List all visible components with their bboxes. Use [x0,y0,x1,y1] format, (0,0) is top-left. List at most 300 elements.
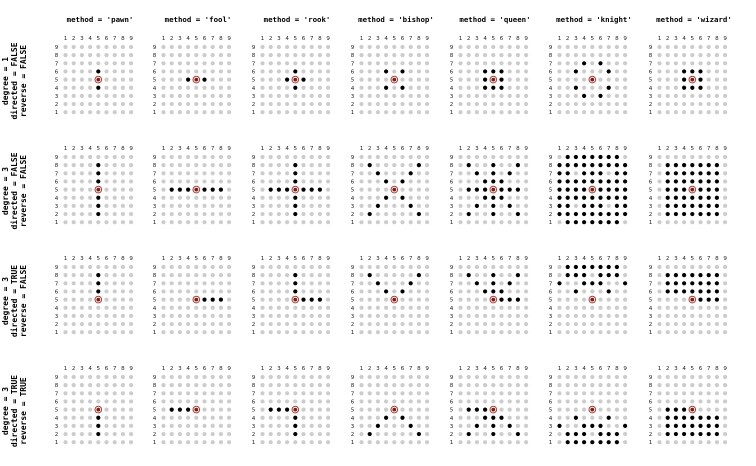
y-tick-label: 1 [54,440,59,447]
grid-point [121,322,125,326]
grid-point [657,45,661,49]
grid-point [310,212,314,216]
grid-point [72,102,76,106]
grid-point [88,281,92,285]
grid-point [384,432,388,436]
grid-point [376,102,380,106]
grid-point [400,204,404,208]
y-tick-label: 3 [548,93,553,100]
grid-point [376,53,380,57]
grid-point [186,155,190,159]
grid-point [80,424,84,428]
neighbor-point [574,440,578,444]
grid-point [425,61,429,65]
grid-point [566,53,570,57]
grid-point [227,391,231,395]
y-tick-label: 3 [54,423,59,430]
grid-point [409,391,413,395]
grid-point [574,94,578,98]
grid-point [269,416,273,420]
x-tick-label: 3 [277,146,281,152]
neighbor-point [417,273,421,277]
neighbor-point [557,204,561,208]
x-tick-label: 9 [723,256,727,262]
neighbor-point [293,212,297,216]
x-tick-label: 9 [723,146,727,152]
grid-point [211,289,215,293]
grid-point [269,322,273,326]
grid-point [417,416,421,420]
grid-point [566,94,570,98]
neighbor-point [615,171,619,175]
grid-point [121,94,125,98]
grid-point [400,298,404,302]
grid-point [557,53,561,57]
grid-point [269,86,273,90]
grid-point [376,86,380,90]
grid-point [409,220,413,224]
grid-point [425,86,429,90]
y-tick-label: 5 [54,407,59,414]
grid-point [318,314,322,318]
grid-point [376,45,380,49]
y-tick-label: 7 [648,171,653,178]
panel-rook-row-3 [252,256,331,336]
grid-point [129,399,133,403]
grid-point [376,212,380,216]
y-tick-label: 6 [648,289,653,296]
neighbor-point [690,204,694,208]
grid-point [458,53,462,57]
x-tick-label: 3 [674,366,678,372]
grid-point [417,306,421,310]
grid-point [574,306,578,310]
grid-point [376,416,380,420]
grid-point [582,110,586,114]
grid-point [516,110,520,114]
grid-point [293,391,297,395]
y-tick-label: 5 [152,77,157,84]
grid-point [623,53,627,57]
grid-point [88,204,92,208]
grid-point [121,220,125,224]
grid-point [582,314,586,318]
x-tick-label: 7 [309,146,314,152]
grid-point [516,196,520,200]
grid-point [318,155,322,159]
grid-point [318,179,322,183]
x-tick-label: 4 [582,146,586,152]
grid-point [458,399,462,403]
grid-point [516,78,520,82]
grid-point [475,220,479,224]
grid-point [326,330,330,334]
row-title-line: reverse = FALSE [19,154,28,228]
neighbor-point [682,196,686,200]
grid-point [425,196,429,200]
neighbor-point [376,204,380,208]
grid-point [326,298,330,302]
grid-point [202,45,206,49]
center-cell-point [293,188,297,192]
grid-point [277,163,281,167]
grid-point [475,86,479,90]
grid-point [458,265,462,269]
neighbor-point [607,432,611,436]
y-tick-label: 4 [350,305,355,312]
grid-point [301,102,305,106]
neighbor-point [574,265,578,269]
grid-point [227,330,231,334]
grid-point [359,163,363,167]
grid-point [63,102,67,106]
neighbor-point [285,188,289,192]
grid-point [615,408,619,412]
x-tick-label: 8 [417,146,421,152]
grid-point [113,94,117,98]
neighbor-point [674,196,678,200]
neighbor-point [582,440,586,444]
grid-point [566,281,570,285]
grid-point [121,399,125,403]
neighbor-point [715,212,719,216]
grid-point [598,399,602,403]
grid-point [516,265,520,269]
neighbor-point [707,432,711,436]
grid-point [707,306,711,310]
center-cell-point [194,78,198,82]
x-tick-label: 1 [657,146,662,152]
grid-point [499,375,503,379]
y-tick-label: 4 [54,195,59,202]
grid-point [129,69,133,73]
grid-point [376,155,380,159]
grid-point [301,171,305,175]
neighbor-point [516,163,520,167]
grid-point [269,220,273,224]
x-tick-label: 9 [129,36,133,42]
x-tick-label: 7 [507,256,512,262]
grid-point [409,416,413,420]
x-tick-label: 9 [326,36,330,42]
x-tick-label: 4 [384,366,388,372]
grid-point [376,69,380,73]
grid-point [698,61,702,65]
grid-point [698,314,702,318]
grid-point [368,375,372,379]
grid-point [170,432,174,436]
grid-point [310,204,314,208]
grid-point [121,86,125,90]
y-tick-label: 7 [152,391,157,398]
neighbor-point [483,179,487,183]
grid-point [227,322,231,326]
grid-point [277,110,281,114]
grid-point [88,375,92,379]
grid-point [104,298,108,302]
grid-point [491,53,495,57]
x-tick-label: 9 [129,146,133,152]
grid-point [425,432,429,436]
neighbor-point [582,212,586,216]
x-tick-label: 8 [516,256,520,262]
grid-point [598,86,602,90]
grid-point [674,220,678,224]
grid-point [698,102,702,106]
grid-point [574,408,578,412]
grid-point [211,45,215,49]
x-tick-label: 8 [615,256,619,262]
grid-point [623,322,627,326]
grid-point [219,110,223,114]
grid-point [293,306,297,310]
y-tick-label: 2 [449,212,454,219]
y-tick-label: 8 [548,53,553,60]
neighbor-point [483,78,487,82]
neighbor-point [516,212,520,216]
grid-point [129,416,133,420]
grid-point [301,212,305,216]
grid-point [467,306,471,310]
grid-point [666,110,670,114]
y-tick-label: 5 [152,297,157,304]
grid-point [161,314,165,318]
grid-point [690,94,694,98]
grid-point [277,86,281,90]
grid-point [310,45,314,49]
grid-point [475,322,479,326]
grid-point [557,61,561,65]
grid-point [227,61,231,65]
grid-point [310,383,314,387]
x-tick-label: 4 [186,36,190,42]
grid-point [524,212,528,216]
grid-point [227,281,231,285]
grid-point [63,265,67,269]
grid-point [557,440,561,444]
neighbor-point [674,432,678,436]
grid-point [409,61,413,65]
grid-point [129,102,133,106]
grid-point [384,408,388,412]
grid-point [260,306,264,310]
grid-point [227,314,231,318]
grid-point [598,289,602,293]
x-tick-label: 3 [574,36,578,42]
y-tick-label: 9 [449,45,454,51]
grid-point [657,330,661,334]
neighbor-point [674,408,678,412]
grid-point [623,265,627,269]
grid-point [186,424,190,428]
x-tick-label: 5 [293,36,298,42]
grid-point [590,94,594,98]
grid-point [194,375,198,379]
neighbor-point [508,171,512,175]
grid-point [392,424,396,428]
grid-point [104,171,108,175]
grid-point [590,322,594,326]
grid-point [113,281,117,285]
grid-point [400,61,404,65]
y-tick-label: 3 [251,423,256,430]
neighbor-point [574,86,578,90]
grid-point [318,69,322,73]
grid-point [96,440,100,444]
grid-point [475,273,479,277]
y-tick-label: 1 [449,440,454,447]
grid-point [690,314,694,318]
grid-point [666,391,670,395]
neighbor-point [409,281,413,285]
grid-point [301,391,305,395]
grid-point [483,204,487,208]
grid-point [326,188,330,192]
grid-point [458,306,462,310]
y-tick-label: 8 [548,163,553,170]
grid-point [211,306,215,310]
y-tick-label: 9 [449,375,454,381]
grid-point [698,45,702,49]
grid-point [161,102,165,106]
grid-point [499,440,503,444]
grid-point [467,424,471,428]
grid-point [63,289,67,293]
grid-point [582,298,586,302]
grid-point [121,196,125,200]
grid-point [376,322,380,326]
grid-point [499,424,503,428]
y-tick-label: 3 [350,313,355,320]
grid-point [301,432,305,436]
grid-point [129,196,133,200]
x-tick-label: 6 [698,146,703,152]
neighbor-point [698,179,702,183]
neighbor-point [590,220,594,224]
row-title-line: degree = 3 [1,276,10,326]
grid-point [88,298,92,302]
grid-point [623,61,627,65]
grid-point [657,220,661,224]
grid-point [582,289,586,293]
neighbor-point [598,265,602,269]
grid-point [368,383,372,387]
grid-point [674,86,678,90]
grid-point [368,61,372,65]
neighbor-point [690,86,694,90]
x-tick-label: 6 [499,36,504,42]
neighbor-point [682,171,686,175]
neighbor-point [590,196,594,200]
grid-point [475,416,479,420]
x-tick-label: 1 [557,366,562,372]
y-tick-label: 7 [449,61,454,68]
neighbor-point [698,69,702,73]
neighbor-point [566,204,570,208]
grid-point [467,265,471,269]
x-tick-label: 1 [63,36,68,42]
grid-point [607,424,611,428]
grid-point [417,220,421,224]
grid-point [615,330,619,334]
neighbor-point [566,273,570,277]
neighbor-point [590,440,594,444]
grid-point [524,289,528,293]
grid-point [72,306,76,310]
y-tick-label: 1 [648,220,653,227]
grid-point [376,375,380,379]
grid-point [557,330,561,334]
grid-point [657,61,661,65]
grid-point [499,102,503,106]
grid-point [178,281,182,285]
y-tick-label: 1 [152,110,157,117]
neighbor-point [690,212,694,216]
grid-point [260,383,264,387]
grid-point [113,78,117,82]
grid-point [715,440,719,444]
grid-point [63,306,67,310]
grid-point [285,102,289,106]
grid-point [368,440,372,444]
grid-point [566,330,570,334]
grid-point [417,265,421,269]
grid-point [384,204,388,208]
neighbor-point [508,298,512,302]
grid-point [417,102,421,106]
panel-queen-row-4 [450,366,529,446]
grid-point [598,298,602,302]
grid-point [475,69,479,73]
y-tick-label: 9 [648,45,653,51]
neighbor-point [623,196,627,200]
grid-point [186,391,190,395]
grid-point [96,220,100,224]
grid-point [121,265,125,269]
x-tick-label: 6 [698,256,703,262]
x-tick-label: 8 [219,146,223,152]
grid-point [301,45,305,49]
panel-fool-row-4 [153,366,232,446]
neighbor-point [170,188,174,192]
grid-point [417,45,421,49]
grid-point [417,110,421,114]
grid-point [392,391,396,395]
grid-point [666,314,670,318]
grid-point [227,204,231,208]
grid-point [574,375,578,379]
grid-point [376,408,380,412]
neighbor-point [566,188,570,192]
grid-point [682,440,686,444]
y-tick-label: 2 [350,102,355,109]
grid-point [557,94,561,98]
neighbor-point [483,289,487,293]
grid-point [516,61,520,65]
x-tick-label: 9 [524,366,528,372]
x-tick-label: 9 [227,36,231,42]
grid-point [63,314,67,318]
y-tick-label: 7 [350,171,355,178]
grid-point [277,212,281,216]
x-tick-label: 8 [715,366,719,372]
neighbor-point [467,163,471,167]
grid-point [227,155,231,159]
neighbor-point [598,179,602,183]
grid-point [368,171,372,175]
grid-point [657,416,661,420]
grid-point [574,78,578,82]
